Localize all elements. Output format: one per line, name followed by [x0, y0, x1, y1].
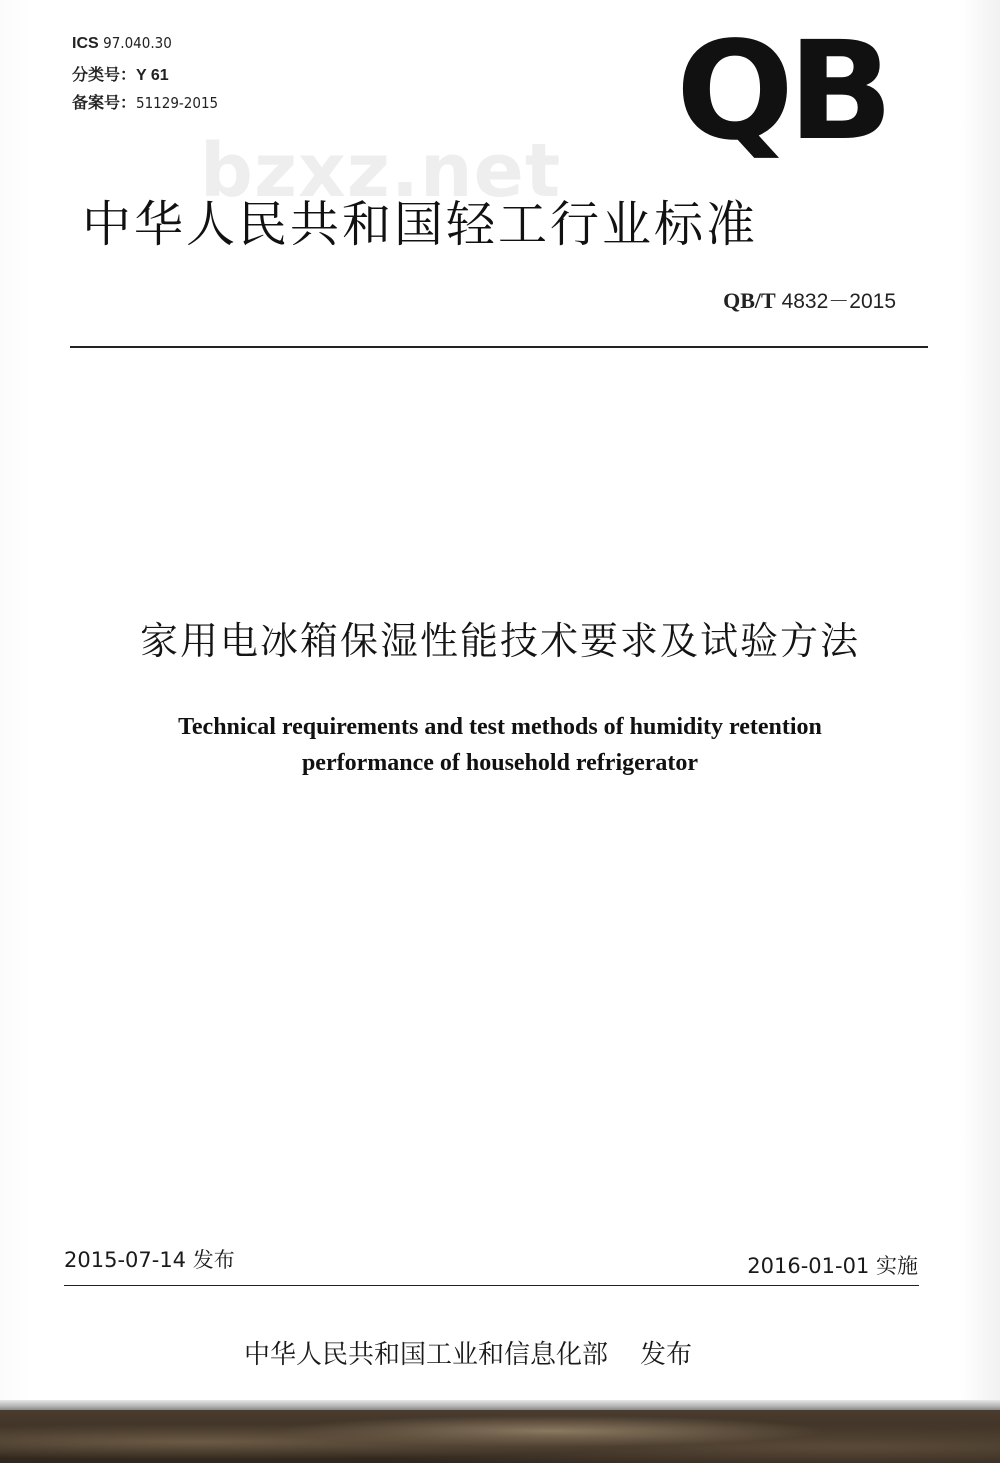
publisher-line	[244, 1334, 692, 1371]
classification-value: Y 61	[136, 67, 169, 84]
standard-title: 中华人民共和国轻工行业标准	[82, 196, 759, 253]
top-divider	[70, 346, 928, 348]
watermark: bzxz.net	[200, 128, 562, 214]
ics-value: 97.040.30	[103, 34, 172, 52]
standard-code-number: 4832－2015	[781, 290, 896, 313]
bottom-divider	[64, 1285, 919, 1286]
publisher-action: 发布	[640, 1340, 693, 1370]
issue-date: 2015-07-14 发布	[64, 1248, 235, 1272]
standard-code	[723, 285, 896, 315]
classification-label: 分类号：	[72, 67, 137, 84]
record-line	[72, 90, 218, 113]
ics-label: ICS	[72, 35, 99, 52]
standard-code-prefix: QB/T	[723, 288, 776, 313]
background-surface	[0, 1410, 1000, 1463]
record-label: 备案号：	[72, 95, 137, 112]
qb-logo: QB	[676, 13, 888, 171]
implementation-date: 2016-01-01 实施	[747, 1254, 918, 1278]
document-title-en-line2: performance of household refrigerator	[301, 750, 699, 776]
ics-line	[72, 34, 172, 53]
document-title-cn: 家用电冰箱保湿性能技术要求及试验方法	[139, 619, 860, 663]
record-value: 51129-2015	[136, 94, 219, 112]
publisher-name: 中华人民共和国工业和信息化部	[244, 1340, 609, 1370]
document-title-en-line1: Technical requirements and test methods of humidity retention	[178, 714, 822, 740]
classification-line	[72, 62, 169, 85]
page-edge	[0, 1400, 1000, 1410]
